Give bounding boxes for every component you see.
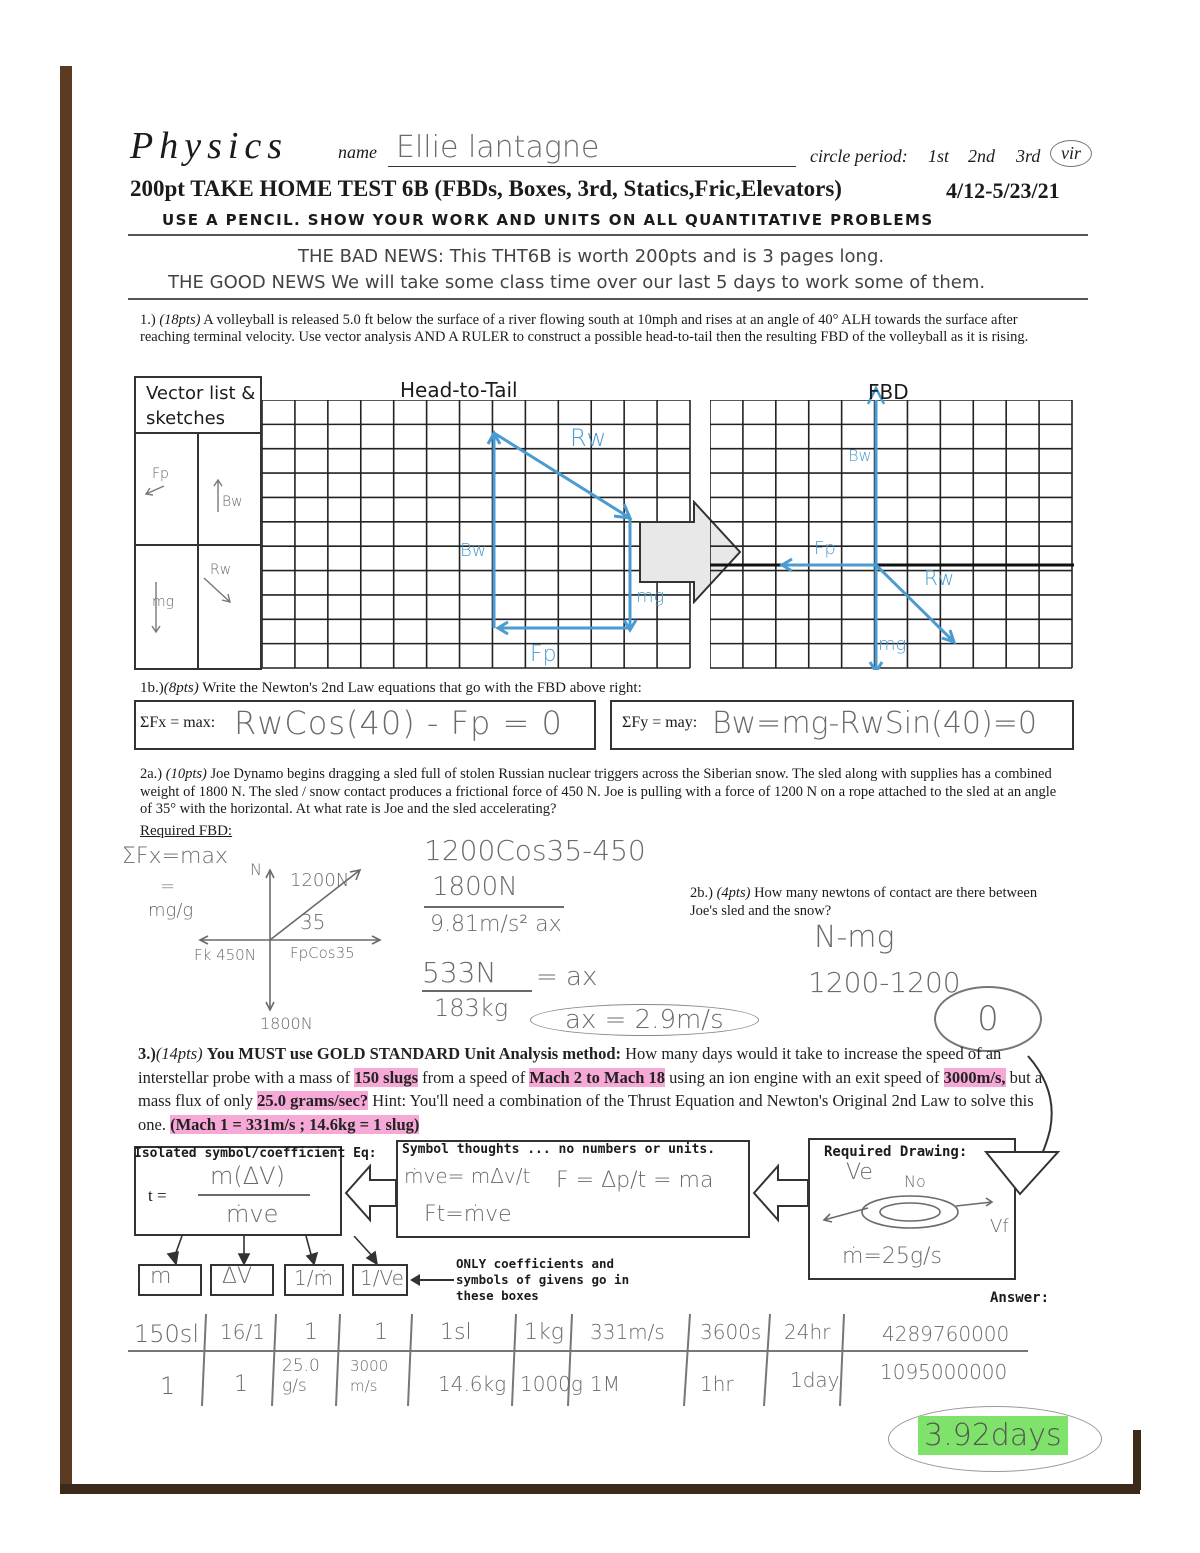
calc-top-5: 1sl [440, 1320, 472, 1345]
calc-top-1: 150sl [134, 1320, 199, 1348]
work-sumfx: ΣFx=max [122, 844, 228, 869]
fraction-line [424, 906, 564, 908]
drawing-no: No [904, 1172, 926, 1191]
work-fpcos: FpCos35 [290, 944, 355, 962]
student-name: Ellie lantagne [396, 130, 600, 165]
isolated-eq-label: Isolated symbol/coefficient Eq: [134, 1146, 377, 1161]
calc-top-7: 331m/s [590, 1320, 665, 1344]
sketch-arrows [134, 432, 262, 670]
sketch-bw: Bw [222, 494, 243, 510]
work-n: N [250, 860, 262, 879]
fraction-line [198, 1194, 310, 1196]
vector-list-label: Vector list & sketches [146, 383, 256, 429]
work-mgg: mg/g [148, 900, 194, 921]
work-n-mg: N-mg [814, 920, 895, 955]
calc-bottom-2: 1 [234, 1372, 248, 1397]
thought-2: F = Δp/t = ma [556, 1168, 714, 1193]
work-533: 533N [422, 956, 497, 989]
htt-label-mg: mg [636, 586, 665, 607]
test-dates: 4/12-5/23/21 [946, 178, 1060, 203]
q3-text: 3.)(14pts) You MUST use GOLD STANDARD Unit Analysis method: How many days would it take to increase the speed of an interstellar probe with a mass of 150 slugs from a speed of Mach 2 to Mach 18 using an ion engine with an exit speed of 3000m/s, but a mass flux of only 25.0 grams/sec? Hint: You'll need a combination of the Thrust Equation and Newton's Original 2nd Law to solve this one. (Mach 1 = 331m/s ; 14.6kg = 1 slug) [138, 1044, 1043, 1134]
period-vir: vir [1050, 140, 1092, 167]
fbd-label-fp: Fp [814, 538, 836, 559]
t-label: t = [148, 1186, 167, 1205]
divider [128, 234, 1088, 236]
calc-bottom-4: 3000 m/s [350, 1357, 389, 1395]
thought-3: Ft=ṁve [424, 1202, 512, 1227]
name-line [388, 166, 796, 167]
fy-answer: Bw=mg-RwSin(40)=0 [712, 706, 1037, 741]
work-1800: 1800N [432, 872, 518, 902]
fbd-grid [710, 400, 1074, 670]
sketch-mg: mg [152, 594, 175, 610]
page-title: Physics [130, 125, 289, 167]
instructions: USE A PENCIL. SHOW YOUR WORK AND UNITS ON ALL QUANTITATIVE PROBLEMS [162, 211, 934, 229]
fraction-line [422, 990, 532, 992]
coef-dv: ΔV [222, 1264, 253, 1289]
calc-bottom-7: 1M [590, 1372, 620, 1396]
coef-m: m [150, 1264, 172, 1289]
left-arrow-icon [752, 1162, 810, 1224]
htt-label-fp: Fp [530, 642, 557, 667]
answer-zero: 0 [934, 986, 1042, 1052]
work-1200n: 1200N [290, 870, 350, 891]
htt-label-rw: Rw [570, 424, 607, 452]
required-fbd-label: Required FBD: [140, 823, 233, 839]
required-drawing-label: Required Drawing: [824, 1144, 968, 1160]
q1b-prompt: 1b.)(8pts) Write the Newton's 2nd Law equations that go with the FBD above right: [140, 680, 642, 696]
good-news: THE GOOD NEWS We will take some class time over our last 5 days to work some of them. [168, 272, 986, 293]
work-numerator: 1200Cos35-450 [424, 834, 646, 867]
calc-top-9: 24hr [784, 1320, 831, 1344]
fx-label: ΣFx = max: [140, 714, 216, 731]
drawing-vf: Vf [990, 1216, 1009, 1237]
calc-bottom-9: 1day [790, 1368, 840, 1392]
sketch-rw: Rw [210, 562, 232, 578]
thought-1: ṁve= mΔv/t [404, 1164, 531, 1188]
work-eq: = [160, 876, 176, 897]
fbd-label-bw: Bw [848, 446, 872, 465]
symbol-thoughts-label: Symbol thoughts ... no numbers or units. [402, 1142, 716, 1157]
work-981: 9.81m/s² ax [430, 912, 562, 937]
period-2nd: 2nd [968, 146, 995, 166]
calc-top-8: 3600s [700, 1320, 762, 1344]
q2b-text: 2b.) (4pts) How many newtons of contact are there between Joe's sled and the snow? [690, 885, 1038, 919]
fbd-label-mg: mg [878, 634, 907, 655]
calc-top-10: 4289760000 [882, 1322, 1010, 1346]
period-label: circle period: [810, 146, 908, 166]
coef-1-ve: 1/Ve [360, 1266, 404, 1290]
drawing-ve: Ve [846, 1160, 873, 1185]
htt-label-bw: Bw [460, 540, 487, 561]
answer-ax: ax = 2.9m/s [530, 1004, 759, 1036]
fy-label: ΣFy = may: [622, 714, 698, 731]
divider [128, 298, 1088, 300]
calc-bottom-6: 1000g [520, 1372, 583, 1396]
coef-1-mdot: 1/ṁ [294, 1266, 333, 1290]
coef-note: ONLY coefficients and symbols of givens go in these boxes [456, 1256, 630, 1303]
calc-top-4: 1 [374, 1320, 388, 1345]
calc-bottom-10: 1095000000 [880, 1360, 1008, 1384]
left-arrow-icon [344, 1162, 398, 1224]
calc-bottom-1: 1 [160, 1372, 176, 1400]
calc-bottom-3: 25.0 g/s [282, 1356, 320, 1396]
q2a-text: 2a.) (10pts) Joe Dynamo begins dragging a sled full of stolen Russian nuclear triggers across the Siberian snow. The sled along with supplies has a combined weight of 1800 N. The sled / snow contact produces a frictional force of 450 N. Joe is pulling with a force of 1200 N on a rope attached to the sled at an angle of 35° with the horizontal. At what rate is Joe and the sled accelerating? [140, 766, 1057, 817]
final-answer: 3.92days [918, 1416, 1068, 1455]
iso-den: ṁve [226, 1200, 279, 1228]
calc-bottom-5: 14.6kg [438, 1372, 507, 1396]
calc-top-2: 16/1 [220, 1320, 265, 1344]
work-eq-ax: = ax [536, 962, 598, 992]
photo-edge [60, 1484, 1140, 1494]
work-35: 35 [300, 910, 326, 934]
bad-news: THE BAD NEWS: This THT6B is worth 200pts and is 3 pages long. [298, 246, 885, 267]
drawing-mdot: ṁ=25g/s [842, 1244, 942, 1269]
curved-arrow-icon [980, 1050, 1080, 1200]
head-to-tail-grid [262, 400, 692, 670]
work-fk: Fk 450N [194, 946, 256, 964]
calc-top-3: 1 [304, 1320, 318, 1345]
name-label: name [338, 142, 377, 162]
head-to-tail-label: Head-to-Tail [400, 378, 518, 402]
photo-edge [60, 66, 72, 1486]
iso-num: m(ΔV) [210, 1162, 285, 1190]
sketch-fp: Fp [152, 466, 169, 482]
work-1200-1200: 1200-1200 [808, 966, 961, 999]
calc-top-6: 1kg [524, 1320, 564, 1345]
period-1st: 1st [928, 146, 950, 166]
test-title: 200pt TAKE HOME TEST 6B (FBDs, Boxes, 3rd, Statics,Fric,Elevators) [130, 176, 842, 201]
fx-answer: RwCos(40) - Fp = 0 [234, 704, 563, 742]
down-arrows [150, 1236, 390, 1266]
period-3rd: 3rd [1016, 146, 1041, 166]
calc-bottom-8: 1hr [700, 1372, 734, 1396]
answer-label: Answer: [990, 1290, 1050, 1306]
fbd-label-rw: Rw [924, 566, 955, 590]
left-arrow-icon [408, 1270, 456, 1290]
work-1800n: 1800N [260, 1014, 313, 1033]
fbd-label: FBD [868, 380, 909, 404]
work-183: 183kg [434, 994, 509, 1022]
q1-text: 1.) (18pts) A volleyball is released 5.0 ft below the surface of a river flowing south at 10mph and rises at an angle of 40° ALH towards the surface after reaching terminal velocity. Use vector analysis AND A RULER to construct a possible head-to-tail then the resulting FBD of the volleyball as it is rising. [140, 312, 1029, 345]
photo-edge [1133, 1430, 1141, 1490]
